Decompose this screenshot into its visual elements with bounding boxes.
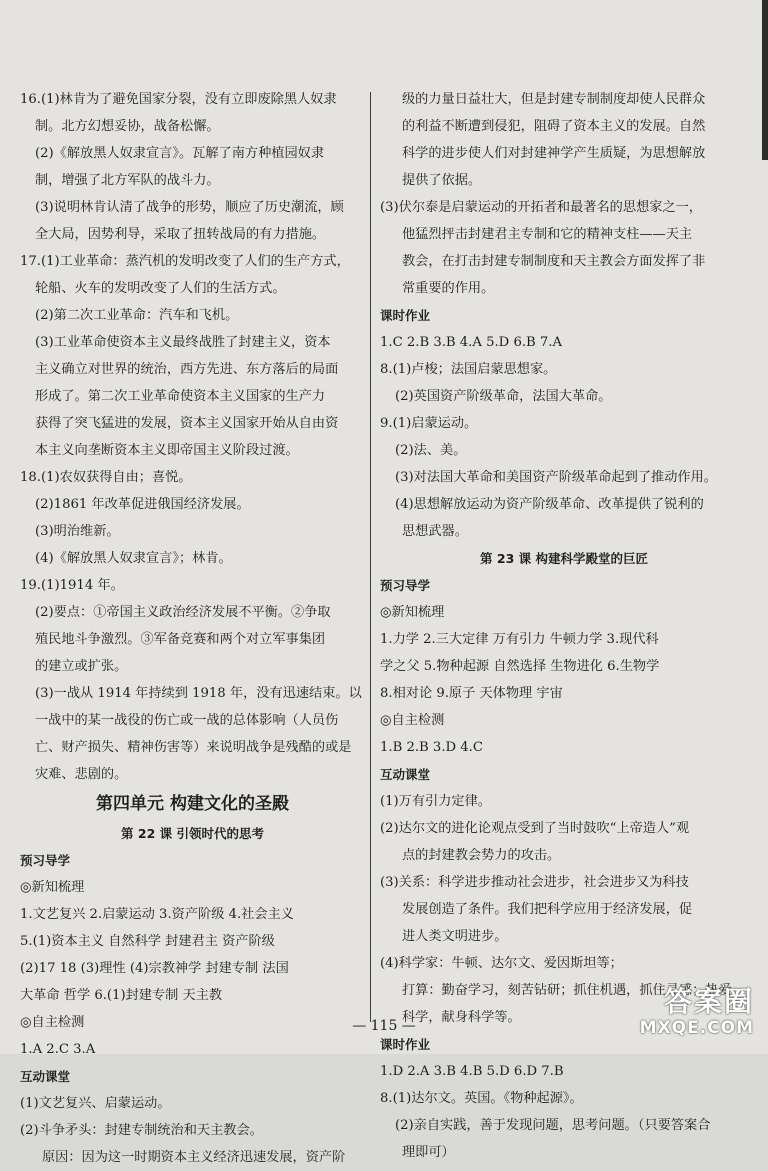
text-line: 16.(1)林肯为了避免国家分裂，没有立即废除黑人奴隶 — [20, 92, 337, 107]
text-line: (2)达尔文的进化论观点受到了当时鼓吹“上帝造人”观 — [380, 821, 690, 836]
text-line: 科学，献身科学等。 — [402, 1010, 521, 1025]
text-line: 级的力量日益壮大，但是封建专制制度却使人民群众 — [402, 92, 706, 107]
text-line: (4)《解放黑人奴隶宣言》；林肯。 — [35, 551, 232, 566]
text-line: 主义确立对世界的统治，西方先进、东方落后的局面 — [35, 362, 339, 377]
section-heading: 预习导学 — [380, 578, 431, 593]
text-line: (3)伏尔泰是启蒙运动的开拓者和最著名的思想家之一， — [380, 200, 702, 215]
text-line: (3)工业革命使资本主义最终战胜了封建主义，资本 — [35, 335, 331, 350]
text-line: 8.(1)达尔文。英国。《物种起源》。 — [380, 1091, 583, 1106]
text-line: (3)对法国大革命和美国资产阶级革命起到了推动作用。 — [395, 470, 717, 485]
text-line: 全大局，因势利导，采取了扭转战局的有力措施。 — [35, 227, 326, 242]
text-line: (4)思想解放运动为资产阶级革命、改革提供了锐利的 — [395, 497, 704, 512]
text-line: (2)《解放黑人奴隶宣言》。瓦解了南方种植园奴隶 — [35, 146, 325, 161]
watermark-line2: MXQE.COM — [639, 1018, 754, 1038]
text-line: 大革命 哲学 6.(1)封建专制 天主教 — [20, 988, 223, 1003]
page-number: — 115 — — [352, 1018, 416, 1034]
text-line: (1)万有引力定律。 — [380, 794, 491, 809]
text-line: (2)要点：①帝国主义政治经济发展不平衡。②争取 — [35, 605, 331, 620]
text-line: 1.B 2.B 3.D 4.C — [380, 740, 483, 755]
text-line: (2)17 18 (3)理性 (4)宗教神学 封建专制 法国 — [20, 961, 289, 976]
text-line: 进人类文明进步。 — [402, 929, 508, 944]
section-heading: 互动课堂 — [20, 1069, 71, 1084]
text-line: 点的封建教会势力的攻击。 — [402, 848, 561, 863]
text-line: 1.C 2.B 3.B 4.A 5.D 6.B 7.A — [380, 335, 563, 350]
text-line: 本主义向垄断资本主义即帝国主义阶段过渡。 — [35, 443, 299, 458]
text-line: 常重要的作用。 — [402, 281, 495, 296]
text-line: 一战中的某一战役的伤亡或一战的总体影响（人员伤 — [35, 713, 339, 728]
text-line: (3)关系：科学进步推动社会进步，社会进步又为科技 — [380, 875, 689, 890]
text-line: ◎自主检测 — [380, 713, 445, 728]
unit-title: 第四单元 构建文化的圣殿 — [96, 794, 289, 814]
lesson-title: 第 23 课 构建科学殿堂的巨匠 — [480, 551, 648, 566]
text-line: (2)亲自实践，善于发现问题，思考问题。（只要答案合 — [395, 1118, 711, 1133]
text-line: 获得了突飞猛进的发展，资本主义国家开始从自由资 — [35, 416, 339, 431]
text-line: (1)文艺复兴、启蒙运动。 — [20, 1096, 171, 1111]
text-line: (3)一战从 1914 年持续到 1918 年，没有迅速结束。以 — [35, 686, 362, 701]
text-line: 制。北方幻想妥协，战备松懈。 — [35, 119, 220, 134]
binding-edge — [762, 0, 768, 160]
section-heading: 课时作业 — [380, 1037, 431, 1052]
watermark-line1: 答案圈 — [663, 985, 754, 1018]
text-line: 8.(1)卢梭；法国启蒙思想家。 — [380, 362, 557, 377]
text-line: 制，增强了北方军队的战斗力。 — [35, 173, 220, 188]
text-line: 形成了。第二次工业革命使资本主义国家的生产力 — [35, 389, 326, 404]
column-divider — [370, 92, 371, 1022]
text-line: 17.(1)工业革命：蒸汽机的发明改变了人们的生产方式， — [20, 254, 350, 269]
text-line: 提供了依据。 — [402, 173, 482, 188]
text-line: 的建立或扩张。 — [35, 659, 128, 674]
text-line: (2)第二次工业革命：汽车和飞机。 — [35, 308, 239, 323]
text-line: 他猛烈抨击封建君主专制和它的精神支柱——天主 — [402, 227, 693, 242]
section-heading: 预习导学 — [20, 853, 71, 868]
text-line: 亡、财产损失、精神伤害等）来说明战争是残酷的或是 — [35, 740, 352, 755]
watermark-logo — [634, 986, 754, 1046]
text-line: 理即可） — [402, 1145, 455, 1160]
text-line: 19.(1)1914 年。 — [20, 578, 124, 593]
text-line: 18.(1)农奴获得自由；喜悦。 — [20, 470, 192, 485]
text-line: 灾难、悲剧的。 — [35, 767, 128, 782]
text-line: ◎新知梳理 — [20, 880, 85, 895]
text-line: (3)明治维新。 — [35, 524, 120, 539]
text-line: 学之父 5.物种起源 自然选择 生物进化 6.生物学 — [380, 659, 660, 674]
text-line: 轮船、火车的发明改变了人们的生活方式。 — [35, 281, 286, 296]
text-line: 打算：勤奋学习，刻苦钻研；抓住机遇，抓住灵感；热爱 — [402, 983, 732, 998]
text-line: (3)说明林肯认清了战争的形势，顺应了历史潮流，顾 — [35, 200, 344, 215]
text-line: 8.相对论 9.原子 天体物理 宇宙 — [380, 686, 563, 701]
text-line: (2)斗争矛头：封建专制统治和天主教会。 — [20, 1123, 263, 1138]
text-line: 9.(1)启蒙运动。 — [380, 416, 478, 431]
text-line: ◎自主检测 — [20, 1015, 85, 1030]
text-line: 科学的进步使人们对封建神学产生质疑，为思想解放 — [402, 146, 706, 161]
text-line: 5.(1)资本主义 自然科学 封建君主 资产阶级 — [20, 934, 275, 949]
section-heading: 课时作业 — [380, 308, 431, 323]
text-line: 教会，在打击封建专制制度和天主教会方面发挥了非 — [402, 254, 706, 269]
text-line: ◎新知梳理 — [380, 605, 445, 620]
text-line: 发展创造了条件。我们把科学应用于经济发展，促 — [402, 902, 693, 917]
text-line: (2)英国资产阶级革命，法国大革命。 — [395, 389, 612, 404]
text-line: 的利益不断遭到侵犯，阻碍了资本主义的发展。自然 — [402, 119, 706, 134]
text-line: (2)1861 年改革促进俄国经济发展。 — [35, 497, 250, 512]
left-column — [20, 86, 365, 1171]
lesson-title: 第 22 课 引领时代的思考 — [121, 826, 264, 841]
text-line: 1.A 2.C 3.A — [20, 1042, 96, 1057]
text-line: (4)科学家：牛顿、达尔文、爱因斯坦等； — [380, 956, 623, 971]
text-line: (2)法、美。 — [395, 443, 467, 458]
text-line: 殖民地斗争激烈。③军备竞赛和两个对立军事集团 — [35, 632, 326, 647]
text-line: 思想武器。 — [402, 524, 468, 539]
text-line: 1.文艺复兴 2.启蒙运动 3.资产阶级 4.社会主义 — [20, 907, 294, 922]
text-line: 原因：因为这一时期资本主义经济迅速发展，资产阶 — [42, 1150, 346, 1165]
text-line: 1.力学 2.三大定律 万有引力 牛顿力学 3.现代科 — [380, 632, 659, 647]
text-line: 1.D 2.A 3.B 4.B 5.D 6.D 7.B — [380, 1064, 564, 1079]
section-heading: 互动课堂 — [380, 767, 431, 782]
